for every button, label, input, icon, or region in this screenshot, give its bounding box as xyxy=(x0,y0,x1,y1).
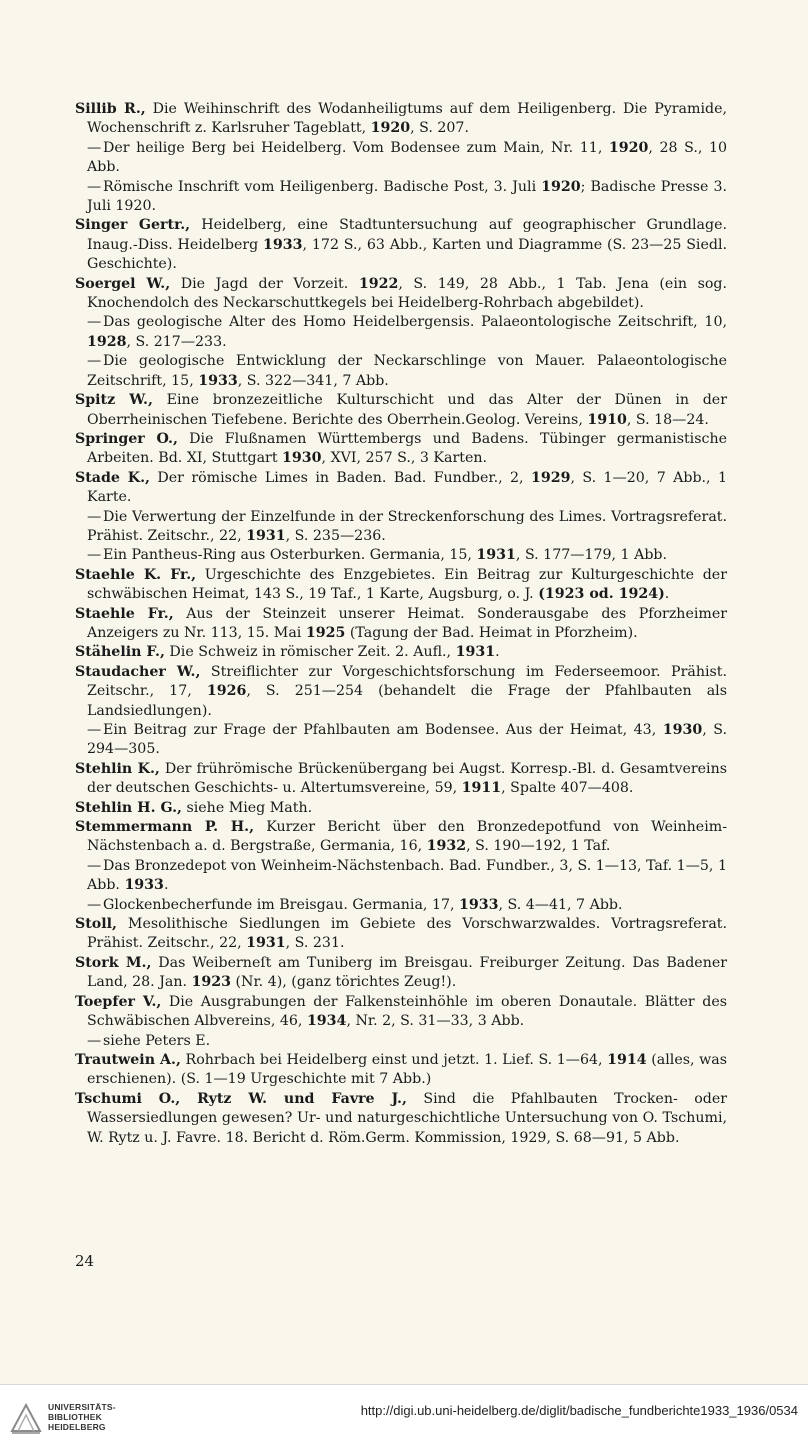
bibliography-subentry xyxy=(75,857,727,896)
entry-text-tail: , S. 217—233. xyxy=(126,333,227,350)
author-name: Stade K., xyxy=(75,469,150,486)
entry-text: Ein Beitrag zur Frage der Pfahlbauten am Bodensee. Aus der Heimat, 43, xyxy=(103,722,663,738)
entry-year: 1933 xyxy=(263,236,303,253)
entry-text: Ein Pantheus-Ring aus Osterburken. Germania, 15, xyxy=(103,547,477,564)
entry-text: Die Schweiz in römischer Zeit. 2. Aufl., xyxy=(164,644,456,661)
entry-text: Urgeschichte des Enzgebietes. Ein Beitrag zur Kulturgeschichte der schwäbischen Heimat, 143 S., 19 Taf., 1 Karte, Augsburg, o. J. xyxy=(87,566,727,603)
entry-text-tail: , S. 235—236. xyxy=(285,527,386,544)
entry-text: siehe Mieg Math. xyxy=(181,799,313,816)
entry-year: 1920 xyxy=(541,178,581,195)
entry-text-tail: , S. 1—20, 7 Abb., 1 Karte. xyxy=(87,469,727,506)
entry-text: siehe Peters E. xyxy=(103,1032,211,1049)
bibliography-entry xyxy=(75,760,727,799)
entry-text: Eine bronzezeitliche Kulturschicht und das Alter der Dünen in der Oberrheinischen Tiefebene. Berichte des Oberrhein.Geolog. Vereins, xyxy=(87,392,727,428)
entry-text: Der heilige Berg bei Heidelberg. Vom Bodensee zum Main, Nr. 11, xyxy=(103,139,609,156)
repeat-author-dash: — xyxy=(87,1032,102,1049)
entry-text: Sind die Pfahlbauten Trocken- oder Wassersiedlungen gewesen? Ur- und naturgeschichtliche Untersuchung von O. Tschumi, W. Rytz u. J. Favre. 18. Bericht d. Röm.Germ. Kommission, 1929, S. 68—91, 5 Abb. xyxy=(87,1090,728,1146)
bibliography-subentry xyxy=(75,178,727,217)
bibliography-entry xyxy=(75,469,727,508)
entry-year: 1911 xyxy=(461,780,502,797)
bibliography-entry xyxy=(75,1090,727,1148)
entry-text: Rohrbach bei Heidelberg einst und jetzt. 1. Lief. S. 1—64, xyxy=(180,1051,608,1068)
entry-year: 1932 xyxy=(426,838,467,855)
entry-text-tail: , 28 S., 10 Abb. xyxy=(87,139,727,176)
entry-year: 1931 xyxy=(476,547,516,564)
entry-text: Das geologische Alter des Homo Heidelbergensis. Palaeontologische Zeitschrift, 10, xyxy=(103,314,727,331)
entry-text: Der römische Limes in Baden. Bad. Fundber., 2, xyxy=(149,469,531,486)
entry-text-tail: , S. 4—41, 7 Abb. xyxy=(498,896,623,913)
entry-text: Mesolithische Siedlungen im Gebiete des Vorschwarzwaldes. Vortragsreferat. Prähist. Zeitschr., 22, xyxy=(87,916,727,952)
bibliography-subentry xyxy=(75,139,727,178)
author-name: Staehle K. Fr., xyxy=(75,566,197,583)
repeat-author-dash: — xyxy=(87,722,102,738)
entry-year: 1925 xyxy=(305,624,346,641)
bibliography-subentry xyxy=(75,313,727,352)
entry-text: Glockenbecherfunde im Breisgau. Germania, 17, xyxy=(103,896,460,913)
entry-year: 1930 xyxy=(282,450,322,467)
bibliography-entry xyxy=(75,799,727,818)
repeat-author-dash: — xyxy=(87,314,102,331)
entry-text: Kurzer Bericht über den Bronzedepotfund von Weinheim-Nächstenbach a. d. Bergstraße, Germania, 16, xyxy=(87,819,727,855)
entry-text: Der frührömische Brückenübergang bei Augst. Korresp.-Bl. d. Gesamtvereins der deutschen Geschichts- u. Altertumsvereine, 59, xyxy=(87,760,728,797)
entry-text-tail: , S. 149, 28 Abb., 1 Tab. Jena (ein sog. Knochendolch des Neckarschuttkegels bei Heidelberg-Rohrbach abgebildet). xyxy=(87,275,727,312)
entry-year: (1923 od. 1924) xyxy=(538,586,665,603)
entry-text: Die geologische Entwicklung der Neckarschlinge von Mauer. Palaeontologische Zeitschrift, 15, xyxy=(87,353,727,389)
entry-text-tail: , 172 S., 63 Abb., Karten und Diagramme (S. 23—25 Siedl. Geschichte). xyxy=(87,236,727,273)
repeat-author-dash: — xyxy=(87,547,102,564)
entry-text-tail: . xyxy=(664,586,670,603)
repeat-author-dash: — xyxy=(87,896,102,913)
entry-year: 1933 xyxy=(198,372,238,389)
repeat-author-dash: — xyxy=(87,857,102,874)
entry-text: Heidelberg, eine Stadtuntersuchung auf geographischer Grundlage. Inaug.-Diss. Heidelberg xyxy=(87,217,727,253)
bibliography-entry xyxy=(75,643,727,662)
entry-text-tail: , S. 177—179, 1 Abb. xyxy=(515,547,667,564)
entry-year: 1934 xyxy=(306,1013,347,1030)
bibliography-entry xyxy=(75,954,727,993)
author-name: Staudacher W., xyxy=(75,663,201,680)
entry-year: 1920 xyxy=(608,139,649,156)
author-name: Staehle Fr., xyxy=(75,605,174,622)
university-library-logo-icon xyxy=(8,1401,44,1437)
entry-text-tail: , S. 251—254 (behandelt die Frage der Pfahlbauten als Landsiedlungen). xyxy=(87,683,727,719)
library-name-line2: BIBLIOTHEK xyxy=(48,1412,102,1422)
author-name: Tschumi O., Rytz W. und Favre J., xyxy=(75,1090,407,1107)
entry-text: Die Verwertung der Einzelfunde in der Streckenforschung des Limes. Vortragsreferat. Prähist. Zeitschr., 22, xyxy=(87,508,727,544)
bibliography-entry xyxy=(75,391,727,430)
entry-text: Die Jagd der Vorzeit. xyxy=(170,275,359,292)
repeat-author-dash: — xyxy=(87,139,102,156)
source-url-link[interactable]: http://digi.ub.uni-heidelberg.de/diglit/badische_fundberichte1933_1936/0534 xyxy=(360,1403,798,1418)
entry-text-tail: (Tagung der Bad. Heimat in Pforzheim). xyxy=(345,624,638,641)
bibliography-entry xyxy=(75,216,727,274)
entry-year: 1933 xyxy=(459,896,499,913)
bibliography-subentry xyxy=(75,1032,727,1051)
author-name: Singer Gertr., xyxy=(75,217,191,234)
entry-year: 1928 xyxy=(87,333,127,350)
author-name: Springer O., xyxy=(75,430,178,447)
bibliography-entry xyxy=(75,430,727,469)
author-name: Stoll, xyxy=(75,916,117,933)
entry-text-tail: (alles, was erschienen). (S. 1—19 Urgeschichte mit 7 Abb.) xyxy=(87,1051,727,1088)
entry-text: Die Flußnamen Württembergs und Badens. Tübinger germanistische Arbeiten. Bd. XI, Stuttgart xyxy=(87,430,727,467)
library-name-line1: UNIVERSITÄTS- xyxy=(48,1402,116,1412)
entry-year: 1929 xyxy=(530,469,571,486)
repeat-author-dash: — xyxy=(87,353,102,370)
page-number: 24 xyxy=(75,1252,95,1270)
entry-text-tail: , S. 322—341, 7 Abb. xyxy=(237,372,389,389)
entry-text-tail: (Nr. 4), (ganz törichtes Zeug!). xyxy=(231,974,457,991)
bibliography-entry xyxy=(75,275,727,314)
entry-text-tail: , S. 190—192, 1 Taf. xyxy=(466,838,611,855)
entry-text-tail: . xyxy=(495,644,500,661)
bibliography-entry xyxy=(75,993,727,1032)
entry-text: Das Weiberneſt am Tuniberg im Breisgau. Freiburger Zeitung. Das Badener Land, 28. Jan. xyxy=(87,954,728,991)
entry-text: Die Weihinschrift des Wodanheiligtums auf dem Heiligenberg. Die Pyramide, Wochenschrift z. Karlsruher Tageblatt, xyxy=(87,101,727,137)
entry-year: 1933 xyxy=(124,877,164,894)
entry-text-tail: , S. 18—24. xyxy=(626,411,709,428)
bibliography-entry xyxy=(75,663,727,721)
bibliography-entry xyxy=(75,915,727,954)
bibliography-list xyxy=(75,100,727,1148)
repeat-author-dash: — xyxy=(87,508,102,525)
bibliography-entry xyxy=(75,818,727,857)
author-name: Sillib R., xyxy=(75,101,146,117)
bibliography-subentry xyxy=(75,352,727,391)
bibliography-entry xyxy=(75,100,727,139)
author-name: Soergel W., xyxy=(75,275,171,292)
entry-text: Streiflichter zur Vorgeschichtsforschung im Federseemoor. Prähist. Zeitschr., 17, xyxy=(87,663,727,700)
entry-text: Das Bronzedepot von Weinheim-Nächstenbach. Bad. Fundber., 3, S. 1—13, Taf. 1—5, 1 Abb. xyxy=(87,857,727,894)
entry-year: 1930 xyxy=(662,722,703,738)
viewer-footer xyxy=(0,1384,808,1448)
entry-text-tail: . xyxy=(163,877,169,894)
entry-text-tail: , Nr. 2, S. 31—33, 3 Abb. xyxy=(346,1013,525,1030)
author-name: Stehlin K., xyxy=(75,760,160,777)
entry-text-tail: , Spalte 407—408. xyxy=(501,780,634,797)
entry-text-tail: , XVI, 257 S., 3 Karten. xyxy=(321,450,487,467)
bibliography-entry xyxy=(75,1051,727,1090)
bibliography-subentry xyxy=(75,508,727,547)
entry-year: 1931 xyxy=(455,644,496,661)
entry-text: Römische Inschrift vom Heiligenberg. Badische Post, 3. Juli xyxy=(103,178,542,195)
author-name: Toepfer V., xyxy=(75,993,162,1010)
bibliography-subentry xyxy=(75,721,727,760)
bibliography-subentry xyxy=(75,546,727,565)
entry-year: 1931 xyxy=(246,527,286,544)
entry-year: 1922 xyxy=(358,275,399,292)
entry-year: 1923 xyxy=(191,974,231,991)
entry-year: 1910 xyxy=(587,411,627,428)
entry-year: 1931 xyxy=(246,935,286,952)
author-name: Stork M., xyxy=(75,954,152,971)
author-name: Stähelin F., xyxy=(75,644,165,661)
library-name-line3: HEIDELBERG xyxy=(48,1422,106,1432)
entry-year: 1920 xyxy=(370,120,411,137)
entry-text-tail: , S. 207. xyxy=(410,120,469,137)
author-name: Stehlin H. G., xyxy=(75,799,182,816)
bibliography-subentry xyxy=(75,896,727,915)
entry-text-tail: , S. 294—305. xyxy=(87,722,727,758)
author-name: Stemmermann P. H., xyxy=(75,819,255,836)
entry-year: 1914 xyxy=(607,1051,647,1068)
bibliography-entry xyxy=(75,566,727,605)
author-name: Spitz W., xyxy=(75,392,153,409)
author-name: Trautwein A., xyxy=(75,1051,181,1068)
entry-text-tail: , S. 231. xyxy=(285,935,345,952)
bibliography-entry xyxy=(75,605,727,644)
library-name xyxy=(48,1402,116,1432)
repeat-author-dash: — xyxy=(87,178,102,195)
entry-year: 1926 xyxy=(206,683,247,700)
entry-text: Aus der Steinzeit unserer Heimat. Sonderausgabe des Pforzheimer Anzeigers zu Nr. 113, 15. Mai xyxy=(87,605,728,641)
entry-text-tail: ; Badische Presse 3. Juli 1920. xyxy=(87,178,727,215)
entry-text: Die Ausgrabungen der Falkensteinhöhle im oberen Donautale. Blätter des Schwäbischen Albvereins, 46, xyxy=(87,993,728,1030)
